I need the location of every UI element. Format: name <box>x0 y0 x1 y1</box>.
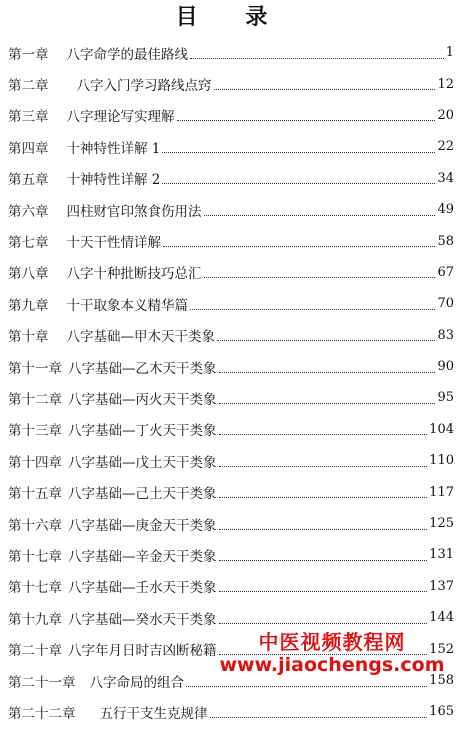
chapter-number: 第十四章 <box>8 454 62 471</box>
toc-entry[interactable] <box>8 445 454 476</box>
page-number: 67 <box>437 264 454 280</box>
dot-leader <box>219 402 436 404</box>
chapter-number: 第八章 <box>8 266 49 283</box>
chapter-title: 十神特性详解 2 <box>66 172 161 189</box>
toc-entry[interactable] <box>8 476 454 507</box>
chapter-title: 八字基础—己土天干类象 <box>68 486 217 503</box>
page-number: 158 <box>429 673 454 688</box>
chapter-title: 八字基础—庚金天干类象 <box>68 517 217 534</box>
chapter-number: 第十七章 <box>8 580 62 597</box>
page-number: 117 <box>429 484 454 500</box>
chapter-number: 第二章 <box>8 78 49 95</box>
dot-leader <box>217 339 435 341</box>
chapter-number: 第七章 <box>8 235 49 252</box>
dot-leader <box>219 465 428 467</box>
toc-entry[interactable] <box>8 351 454 382</box>
dot-leader <box>219 496 428 498</box>
dot-leader <box>186 685 427 687</box>
chapter-title: 八字基础—壬水天干类象 <box>68 580 217 597</box>
chapter-number: 第五章 <box>8 172 49 189</box>
chapter-number: 第二十二章 <box>8 705 76 722</box>
dot-leader <box>204 214 436 216</box>
chapter-number: 第十章 <box>8 329 49 346</box>
toc-entry[interactable] <box>8 68 454 99</box>
page-number: 20 <box>437 107 454 123</box>
page-number: 70 <box>437 296 454 312</box>
page-number: 110 <box>429 453 454 469</box>
dot-leader <box>219 653 428 655</box>
chapter-title: 四柱财官印煞食伤用法 <box>66 203 202 220</box>
page-number: 165 <box>429 704 454 720</box>
page-number: 137 <box>429 578 454 594</box>
toc-entry[interactable] <box>8 131 454 162</box>
chapter-title: 八字基础—丁火天干类象 <box>68 423 217 440</box>
chapter-number: 第一章 <box>8 46 49 63</box>
chapter-title: 八字入门学习路线点窍 <box>76 78 212 95</box>
toc-entry[interactable] <box>8 571 454 602</box>
dot-leader <box>219 559 428 561</box>
chapter-number: 第六章 <box>8 203 49 220</box>
chapter-title: 十神特性详解 1 <box>66 140 161 157</box>
page-number: 104 <box>429 421 454 437</box>
chapter-number: 第二十一章 <box>8 674 76 691</box>
chapter-title: 八字命局的组合 <box>89 674 184 691</box>
page-number: 12 <box>437 76 454 92</box>
chapter-number: 第十一章 <box>8 360 62 377</box>
chapter-title: 八字基础—癸水天干类象 <box>68 611 217 628</box>
dot-leader <box>219 590 428 592</box>
page-title: 目 录 <box>175 4 288 30</box>
toc-entry[interactable] <box>8 225 454 256</box>
chapter-number: 第十三章 <box>8 423 62 440</box>
chapter-number: 第三章 <box>8 109 49 126</box>
chapter-title: 八字基础—乙木天干类象 <box>68 360 217 377</box>
page-number: 1 <box>445 45 454 61</box>
dot-leader <box>190 57 444 59</box>
chapter-title: 十天干性情详解 <box>66 235 161 252</box>
toc-entry[interactable] <box>8 414 454 445</box>
toc-entry[interactable] <box>8 665 454 696</box>
page-number: 131 <box>429 547 454 563</box>
toc-entry[interactable] <box>8 163 454 194</box>
toc-entry[interactable] <box>8 508 454 539</box>
dot-leader <box>219 528 428 530</box>
toc-entry[interactable] <box>8 539 454 570</box>
dot-leader <box>219 433 428 435</box>
chapter-title: 八字命学的最佳路线 <box>66 46 188 63</box>
toc-entry[interactable] <box>8 602 454 633</box>
chapter-number: 第十二章 <box>8 391 62 408</box>
chapter-title: 八字基础—辛金天干类象 <box>68 548 217 565</box>
chapter-title: 八字年月日时吉凶断秘籍 <box>68 643 217 660</box>
chapter-number: 第九章 <box>8 297 49 314</box>
toc-entry[interactable] <box>8 382 454 413</box>
chapter-title: 八字理论写实理解 <box>66 109 175 126</box>
toc-entry[interactable] <box>8 194 454 225</box>
chapter-title: 十干取象本义精华篇 <box>66 297 188 314</box>
toc-entry[interactable] <box>8 696 454 727</box>
dot-leader <box>190 308 435 310</box>
chapter-title: 八字基础—戊土天干类象 <box>68 454 217 471</box>
dot-leader <box>162 151 435 153</box>
page-number: 144 <box>429 610 454 626</box>
page-number: 125 <box>429 516 454 532</box>
toc-entry[interactable] <box>8 257 454 288</box>
chapter-title: 五行干支生克规律 <box>99 705 208 722</box>
dot-leader <box>162 182 435 184</box>
table-of-contents <box>8 37 454 728</box>
page-number: 22 <box>437 139 454 155</box>
toc-entry[interactable] <box>8 288 454 319</box>
dot-leader <box>214 88 436 90</box>
dot-leader <box>163 245 435 247</box>
chapter-number: 第十六章 <box>8 517 62 534</box>
dot-leader <box>177 119 436 121</box>
dot-leader <box>210 716 428 718</box>
chapter-title: 八字基础—丙火天干类象 <box>68 391 217 408</box>
page-number: 49 <box>437 202 454 218</box>
dot-leader <box>219 371 436 373</box>
page-number: 95 <box>437 390 454 406</box>
page-number: 152 <box>429 641 454 657</box>
chapter-number: 第二十章 <box>8 643 62 660</box>
page-number: 34 <box>437 170 454 186</box>
dot-leader <box>204 276 436 278</box>
watermark-site-name: 中医视频教程网 <box>258 630 406 654</box>
toc-entry[interactable] <box>8 320 454 351</box>
chapter-title: 八字基础—甲木天干类象 <box>66 329 215 346</box>
toc-entry[interactable] <box>8 633 454 664</box>
toc-entry[interactable] <box>8 100 454 131</box>
page-number: 90 <box>437 359 454 375</box>
chapter-number: 第四章 <box>8 140 49 157</box>
page-number: 58 <box>437 233 454 249</box>
toc-entry[interactable] <box>8 37 454 68</box>
chapter-title: 八字十种批断技巧总汇 <box>66 266 202 283</box>
chapter-number: 第十九章 <box>8 611 62 628</box>
chapter-number: 第十七章 <box>8 548 62 565</box>
watermark-url: www.jiaochengs.com <box>219 654 445 676</box>
chapter-number: 第十五章 <box>8 486 62 503</box>
dot-leader <box>219 622 428 624</box>
page-number: 83 <box>437 327 454 343</box>
